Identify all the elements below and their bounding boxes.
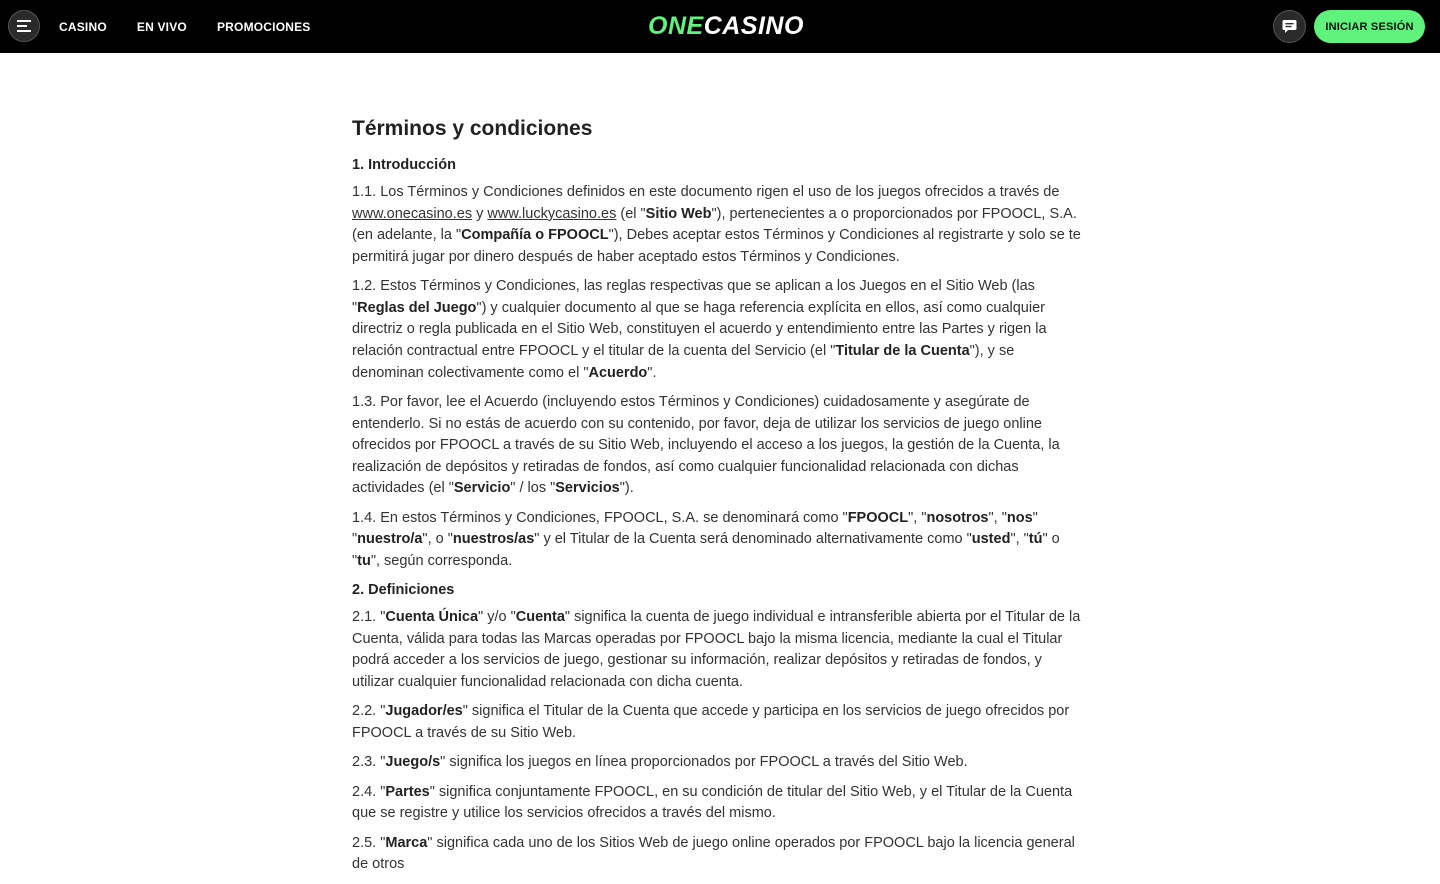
defined-term: Juego/s	[385, 754, 441, 771]
terms-paragraph	[352, 752, 1087, 774]
top-navigation-bar	[0, 0, 1440, 53]
onecasino-logo[interactable]	[648, 12, 804, 40]
paragraph-text: 2.2. "	[352, 703, 386, 720]
paragraph-text: ", o "	[422, 531, 453, 548]
website-link[interactable]: www.luckycasino.es	[487, 205, 617, 222]
terms-paragraph	[352, 607, 1087, 693]
main-nav	[59, 0, 341, 53]
chat-button[interactable]	[1273, 10, 1306, 43]
terms-content	[352, 105, 1087, 884]
paragraph-text: 2.4. "	[352, 783, 386, 800]
defined-term: tú	[1028, 531, 1043, 548]
defined-term: Partes	[385, 783, 430, 800]
defined-term: Reglas del Juego	[357, 299, 477, 316]
paragraph-text: ", "	[908, 509, 927, 526]
terms-paragraph	[352, 782, 1087, 825]
chat-bubble-icon	[1282, 19, 1297, 34]
defined-term: Servicios	[555, 480, 620, 497]
paragraph-text: " significa los juegos en línea proporcionados por FPOOCL a través del Sitio Web.	[440, 754, 968, 771]
paragraph-text: ", "	[1010, 531, 1029, 548]
logo-one-text: ONE	[648, 11, 704, 40]
defined-term: Titular de la Cuenta	[835, 342, 970, 359]
paragraph-text: " significa el Titular de la Cuenta que accede y participa en los servicios de juego ofrecidos por FPOOCL a través de su Sitio Web.	[352, 703, 1070, 742]
defined-term: Jugador/es	[385, 703, 463, 720]
paragraph-text: ", según corresponda.	[370, 552, 513, 569]
paragraph-text: " y/o "	[478, 609, 516, 626]
paragraph-text: 1.4. En estos Términos y Condiciones, FPOOCL, S.A. se denominará como "	[352, 509, 848, 526]
paragraph-text: (el "	[616, 205, 646, 222]
defined-term: nos	[1006, 509, 1033, 526]
page-title: Términos y condiciones	[352, 117, 593, 140]
paragraph-text: 1.3. Por favor, lee el Acuerdo (incluyendo estos Términos y Condiciones) cuidadosamente y asegúrate de entenderlo. Si no estás de acuerdo con su contenido, por favor, deja de utilizar los servicios de juego online ofrecidos por FPOOCL a través de su Sitio Web, incluyendo el acceso a los juegos, la gestión de la Cuenta, la realización de depósitos y retiradas de fondos, así como cualquier funcionalidad relacionada con dichas actividades (el "	[352, 393, 1060, 497]
logo-casino-text: CASINO	[703, 11, 804, 40]
paragraph-text: " significa conjuntamente FPOOCL, en su condición de titular del Sitio Web, y el Titular de la Cuenta que se registre y utilice los servicios ofrecidos a través del mismo.	[352, 783, 1073, 822]
paragraph-text: ", "	[988, 509, 1007, 526]
defined-term: Sitio Web	[645, 205, 712, 222]
paragraph-text: " / los "	[510, 480, 556, 497]
paragraph-text: "), pertenecientes a o proporcionados por FPOOCL, S.A. (en adelante, la "	[352, 205, 1077, 244]
defined-term: Acuerdo	[588, 364, 648, 381]
defined-term: nosotros	[926, 509, 989, 526]
paragraph-text: 2.5. "	[352, 834, 386, 851]
paragraph-text: " significa la cuenta de juego individual e intransferible abierta por el Titular de la Cuenta, válida para todas las Marcas operadas por FPOOCL bajo la misma licencia, mediante la cual el Titular podrá acceder a los servicios de juego, gestionar su información, realizar depósitos y retiradas de fondos, y utilizar cualquier funcionalidad relacionada con dicha cuenta.	[352, 609, 1081, 691]
paragraph-text: " "	[352, 509, 1038, 548]
terms-paragraph	[352, 392, 1087, 500]
login-button[interactable]: INICIAR SESIÓN	[1314, 10, 1425, 43]
website-link[interactable]: www.onecasino.es	[352, 205, 473, 222]
paragraph-text: "), Debes aceptar estos Términos y Condiciones al registrarte y solo se te permitirá jugar por dinero después de haber aceptado estos Términos y Condiciones.	[352, 227, 1081, 265]
defined-term: Compañía o FPOOCL	[461, 227, 609, 244]
defined-term: tu	[357, 552, 371, 569]
hamburger-menu-icon[interactable]	[8, 10, 40, 42]
paragraph-text: " significa cada uno de los Sitios Web de juego online operados por FPOOCL bajo la licencia general de otros	[352, 834, 1075, 873]
paragraph-text: ").	[619, 480, 634, 497]
terms-paragraph	[352, 833, 1087, 876]
section-heading: 1. Introducción	[352, 157, 456, 173]
paragraph-text: " y el Titular de la Cuenta será denominado alternativamente como "	[534, 531, 972, 548]
defined-term: Marca	[385, 834, 428, 851]
terms-paragraph	[352, 701, 1087, 744]
terms-paragraph	[352, 182, 1087, 268]
paragraph-text: 1.2. Estos Términos y Condiciones, las reglas respectivas que se aplican a los Juegos en el Sitio Web (las "	[352, 278, 1035, 316]
paragraph-text: ") y cualquier documento al que se haga referencia explícita en ellos, así como cualquier directriz o regla publicada en el Sitio Web, constituyen el acuerdo y entendimiento entre las Partes y rigen la relación contractual entre FPOOCL y el titular de la cuenta del Servicio (el "	[352, 299, 1047, 359]
section-heading: 2. Definiciones	[352, 582, 455, 599]
defined-term: Servicio	[453, 480, 511, 497]
defined-term: nuestro/a	[357, 531, 423, 548]
defined-term: FPOOCL	[847, 509, 909, 526]
terms-paragraph	[352, 276, 1087, 384]
nav-promociones[interactable]: PROMOCIONES	[216, 19, 311, 34]
paragraph-text: ".	[647, 364, 657, 381]
paragraph-text: y	[472, 205, 488, 222]
nav-en-vivo[interactable]: EN VIVO	[136, 19, 187, 34]
defined-term: Cuenta Única	[385, 609, 479, 626]
paragraph-text: " o "	[352, 531, 1060, 569]
paragraph-text: "), y se denominan colectivamente como el "	[352, 342, 1015, 381]
defined-term: usted	[971, 531, 1011, 548]
nav-casino[interactable]: CASINO	[59, 19, 107, 34]
paragraph-text: 2.3. "	[352, 754, 386, 771]
terms-paragraph	[352, 508, 1087, 573]
paragraph-text: 2.1. "	[352, 609, 386, 626]
paragraph-text: 1.1. Los Términos y Condiciones definidos en este documento rigen el uso de los juegos ofrecidos a través de	[352, 184, 1060, 200]
defined-term: Cuenta	[515, 609, 565, 626]
defined-term: nuestros/as	[452, 531, 535, 548]
